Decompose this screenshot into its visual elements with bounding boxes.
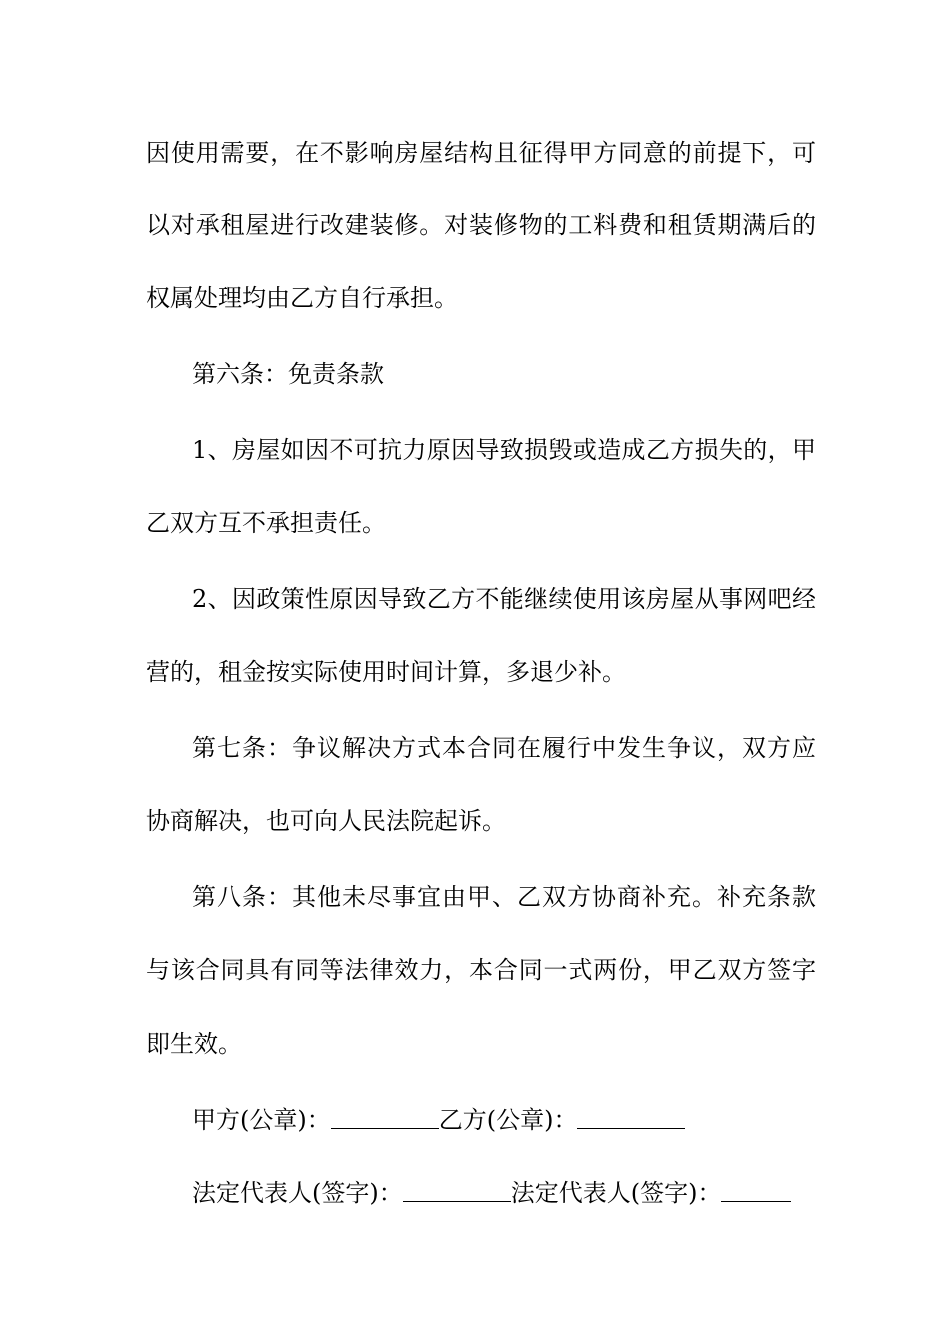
clause-6-2-line-2: 营的，租金按实际使用时间计算，多退少补。: [146, 658, 626, 686]
article-8-line-3: 即生效。: [146, 1030, 242, 1058]
article-6-heading: 第六条：免责条款: [192, 360, 384, 388]
legal-rep-a-blank: [403, 1175, 511, 1202]
paragraph-line-2: 以对承租屋进行改建装修。对装修物的工料费和租赁期满后的: [146, 211, 816, 239]
legal-rep-signature-row: [192, 1175, 816, 1211]
seal-signature-row: [192, 1102, 816, 1138]
paragraph-line-1: 因使用需要，在不影响房屋结构且征得甲方同意的前提下，可: [146, 139, 816, 167]
party-b-seal-blank: [577, 1102, 685, 1129]
legal-rep-b-blank: [721, 1175, 791, 1202]
paragraph-line-3: 权属处理均由乙方自行承担。: [146, 284, 458, 312]
clause-6-1-line-2: 乙双方互不承担责任。: [146, 509, 386, 537]
party-b-seal-label: 乙方(公章)：: [438, 1106, 578, 1134]
article-8-line-2: 与该合同具有同等法律效力，本合同一式两份，甲乙双方签字: [146, 956, 816, 984]
party-a-seal-label: 甲方(公章)：: [192, 1106, 331, 1134]
legal-rep-a-label: 法定代表人(签字)：: [192, 1179, 403, 1207]
clause-6-1-line-1: 1、房屋如因不可抗力原因导致损毁或造成乙方损失的，甲: [192, 436, 816, 464]
legal-rep-b-label: 法定代表人(签字)：: [510, 1179, 722, 1207]
party-a-seal-blank: [331, 1102, 439, 1129]
clause-6-2-line-1: 2、因政策性原因导致乙方不能继续使用该房屋从事网吧经: [192, 585, 816, 613]
article-7-line-1: 第七条：争议解决方式本合同在履行中发生争议，双方应: [192, 734, 816, 762]
article-7-line-2: 协商解决，也可向人民法院起诉。: [146, 807, 506, 835]
article-8-line-1: 第八条：其他未尽事宜由甲、乙双方协商补充。补充条款: [192, 883, 816, 911]
